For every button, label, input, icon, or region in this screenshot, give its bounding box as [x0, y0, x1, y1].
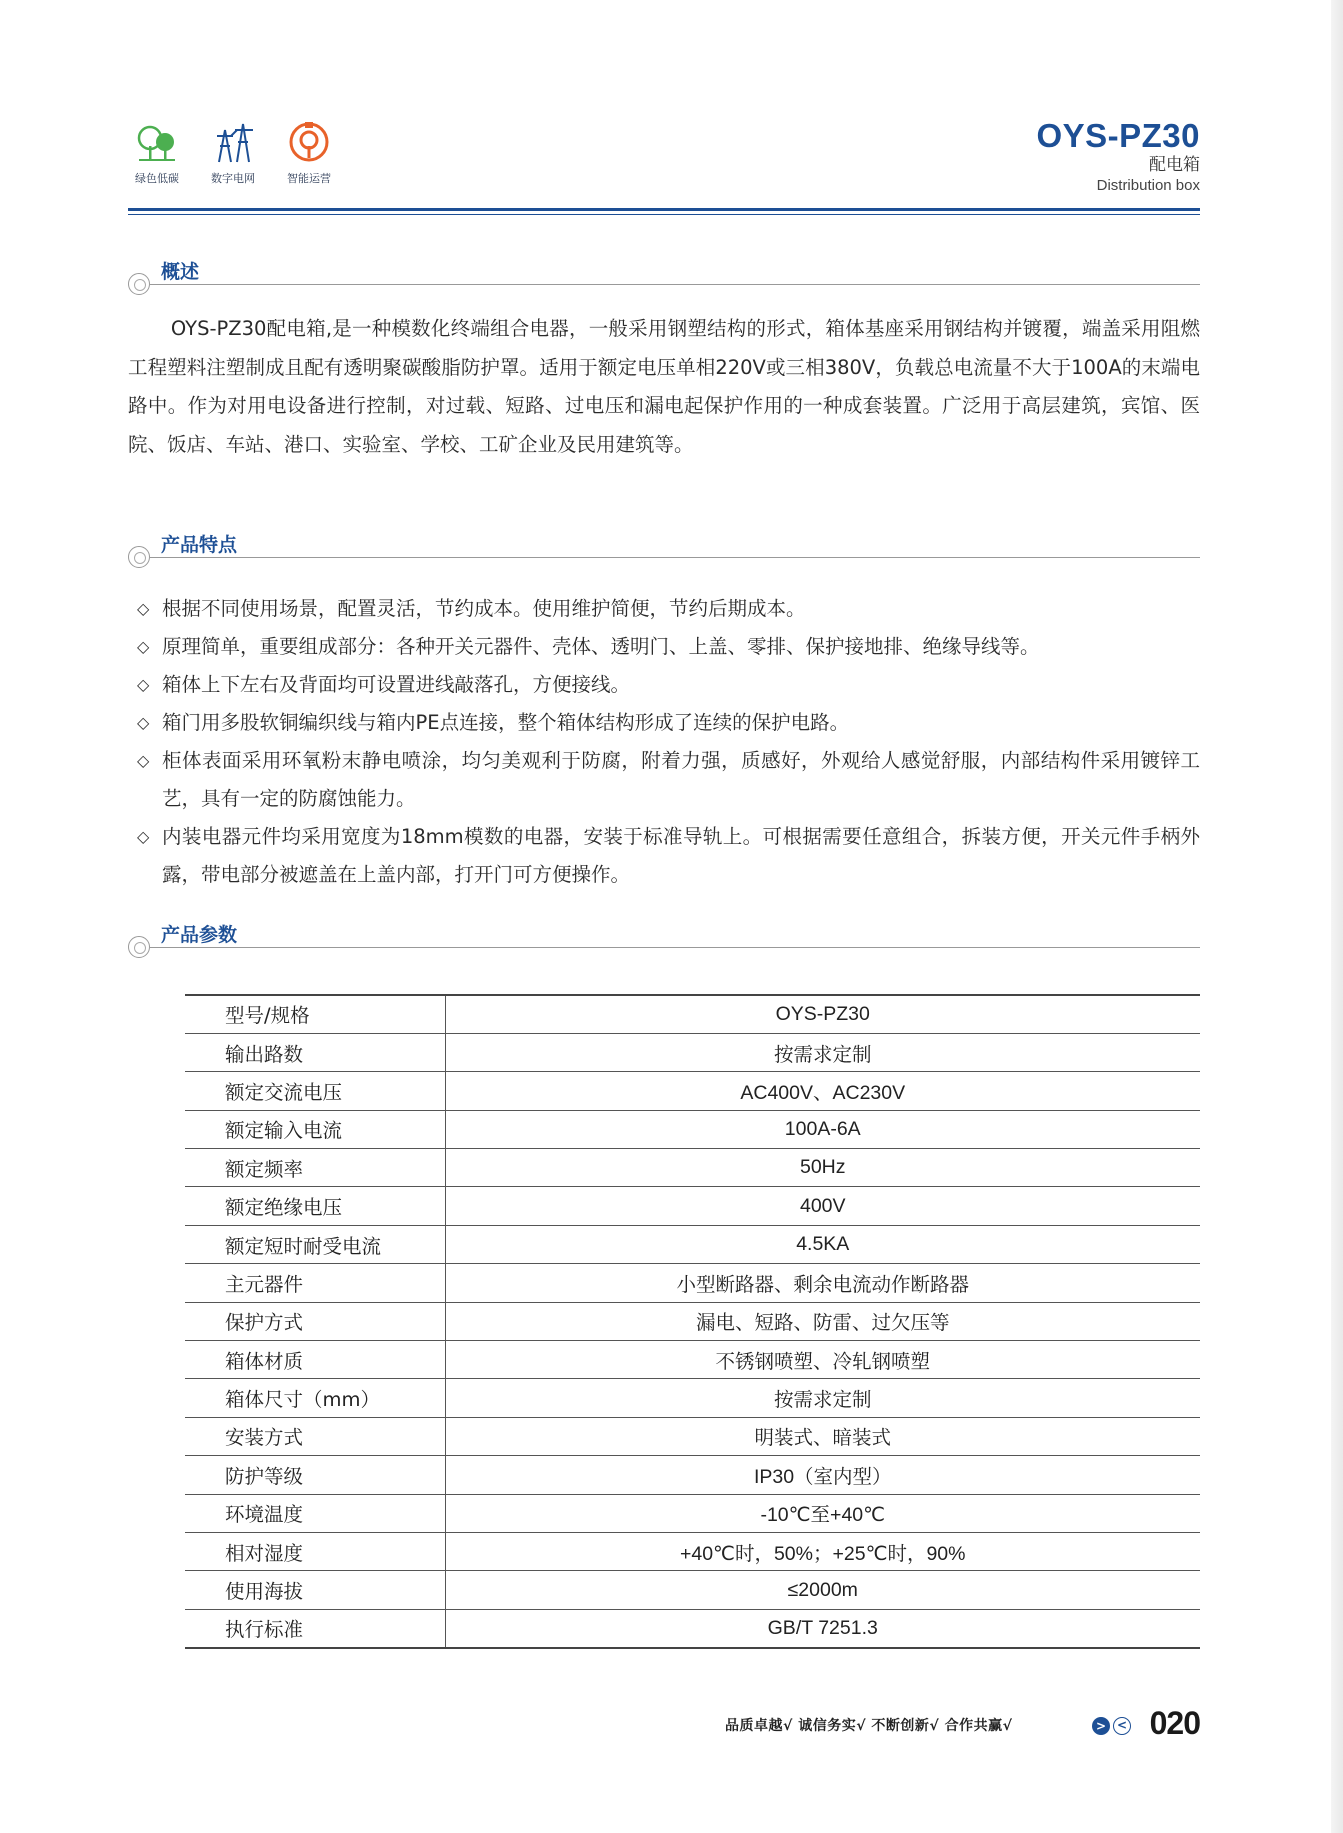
- table-row: [185, 1187, 1200, 1225]
- feature-item: [137, 818, 1200, 894]
- header-divider-thin: [128, 214, 1200, 215]
- param-value: 4.5KA: [445, 1225, 1200, 1263]
- param-label: 额定频率: [185, 1149, 445, 1187]
- table-row: [185, 1110, 1200, 1148]
- logo-green-carbon: [128, 118, 186, 186]
- param-value: ≤2000m: [445, 1571, 1200, 1609]
- table-row: [185, 995, 1200, 1033]
- param-label: 防护等级: [185, 1456, 445, 1494]
- table-row: [185, 1571, 1200, 1609]
- product-model: OYS-PZ30: [1036, 117, 1200, 154]
- table-row: [185, 1379, 1200, 1417]
- product-title-block: [1036, 118, 1200, 196]
- table-row: [185, 1532, 1200, 1570]
- product-name-en: Distribution box: [1096, 177, 1200, 194]
- param-label: 保护方式: [185, 1302, 445, 1340]
- logo-digital-grid: [204, 118, 262, 186]
- green-tree-icon: [133, 118, 181, 166]
- param-label: 箱体材质: [185, 1341, 445, 1379]
- logo-label: 绿色低碳: [135, 172, 179, 185]
- diamond-bullet-icon: ◇: [137, 637, 150, 656]
- param-value: +40℃时，50%；+25℃时，90%: [445, 1532, 1200, 1570]
- table-row: [185, 1072, 1200, 1110]
- header-divider: [128, 208, 1200, 211]
- param-label: 主元器件: [185, 1264, 445, 1302]
- table-row: [185, 1341, 1200, 1379]
- param-label: 执行标准: [185, 1609, 445, 1647]
- feature-text: 箱门用多股软铜编织线与箱内PE点连接，整个箱体结构形成了连续的保护电路。: [162, 711, 850, 734]
- table-row: [185, 1225, 1200, 1263]
- param-value: 不锈钢喷塑、冷轧钢喷塑: [445, 1341, 1200, 1379]
- feature-text: 内装电器元件均采用宽度为18mm模数的电器，安装于标准导轨上。可根据需要任意组合，拆装方便，开关元件手柄外露，带电部分被遮盖在上盖内部，打开门可方便操作。: [162, 825, 1200, 886]
- param-value: GB/T 7251.3: [445, 1609, 1200, 1647]
- param-value: 100A-6A: [445, 1110, 1200, 1148]
- feature-text: 原理简单，重要组成部分：各种开关元器件、壳体、透明门、上盖、零排、保护接地排、绝缘导线等。: [162, 635, 1040, 658]
- table-row: [185, 1417, 1200, 1455]
- param-label: 额定短时耐受电流: [185, 1225, 445, 1263]
- section-rule: [150, 947, 1200, 948]
- param-value: 按需求定制: [445, 1033, 1200, 1071]
- overview-paragraph: OYS-PZ30配电箱,是一种模数化终端组合电器，一般采用钢塑结构的形式，箱体基座采用钢结构并镀覆，端盖采用阻燃工程塑料注塑制成且配有透明聚碳酸脂防护罩。适用于额定电压单相220V或三相380V，负载总电流量不大于100A的末端电路中。作为对用电设备进行控制，对过载、短路、过电压和漏电起保护作用的一种成套装置。广泛用于高层建筑，宾馆、医院、饭店、车站、港口、实验室、学校、工矿企业及民用建筑等。: [128, 317, 1200, 456]
- footer-slogan: 品质卓越√ 诚信务实√ 不断创新√ 合作共赢√: [725, 1718, 1013, 1734]
- feature-text: 柜体表面采用环氧粉末静电喷涂，均匀美观利于防腐，附着力强，质感好，外观给人感觉舒服，内部结构件采用镀锌工艺，具有一定的防腐蚀能力。: [162, 749, 1200, 810]
- feature-text: 根据不同使用场景，配置灵活，节约成本。使用维护简便，节约后期成本。: [162, 597, 806, 620]
- param-label: 使用海拔: [185, 1571, 445, 1609]
- param-value: AC400V、AC230V: [445, 1072, 1200, 1110]
- diamond-bullet-icon: ◇: [137, 827, 150, 846]
- feature-item: [137, 628, 1200, 666]
- page-edge-shadow: [1331, 0, 1343, 1833]
- section-heading-features: [128, 530, 1200, 570]
- param-value: 400V: [445, 1187, 1200, 1225]
- section-rule: [150, 284, 1200, 285]
- section-rule: [150, 557, 1200, 558]
- param-value: 小型断路器、剩余电流动作断路器: [445, 1264, 1200, 1302]
- param-value: OYS-PZ30: [445, 995, 1200, 1033]
- table-row: [185, 1302, 1200, 1340]
- param-label: 输出路数: [185, 1033, 445, 1071]
- param-label: 型号/规格: [185, 995, 445, 1033]
- overview-body: [128, 310, 1200, 464]
- params-table: [185, 994, 1200, 1649]
- param-label: 额定输入电流: [185, 1110, 445, 1148]
- param-label: 相对湿度: [185, 1532, 445, 1570]
- section-title: 概述: [161, 261, 200, 283]
- section-title: 产品参数: [161, 924, 238, 946]
- section-bullet-icon: [128, 546, 150, 568]
- feature-item: [137, 666, 1200, 704]
- prev-page-icon[interactable]: <: [1113, 1717, 1131, 1735]
- section-heading-params: [128, 920, 1200, 960]
- feature-list: [137, 590, 1200, 894]
- table-row: [185, 1033, 1200, 1071]
- table-row: [185, 1456, 1200, 1494]
- param-label: 额定绝缘电压: [185, 1187, 445, 1225]
- brand-logos: [128, 118, 338, 186]
- section-bullet-icon: [128, 936, 150, 958]
- diamond-bullet-icon: ◇: [137, 713, 150, 732]
- param-value: -10℃至+40℃: [445, 1494, 1200, 1532]
- next-page-icon[interactable]: >: [1092, 1717, 1110, 1735]
- feature-item: [137, 742, 1200, 818]
- logo-smart-ops: [280, 118, 338, 186]
- table-row: [185, 1264, 1200, 1302]
- section-bullet-icon: [128, 273, 150, 295]
- param-label: 环境温度: [185, 1494, 445, 1532]
- param-label: 安装方式: [185, 1417, 445, 1455]
- diamond-bullet-icon: ◇: [137, 751, 150, 770]
- logo-label: 智能运营: [287, 172, 331, 185]
- param-label: 箱体尺寸（mm）: [185, 1379, 445, 1417]
- param-value: 按需求定制: [445, 1379, 1200, 1417]
- section-title: 产品特点: [161, 534, 238, 556]
- param-label: 额定交流电压: [185, 1072, 445, 1110]
- power-tower-icon: [209, 118, 257, 166]
- param-value: IP30（室内型）: [445, 1456, 1200, 1494]
- table-row: [185, 1494, 1200, 1532]
- diamond-bullet-icon: ◇: [137, 599, 150, 618]
- logo-label: 数字电网: [211, 172, 255, 185]
- feature-text: 箱体上下左右及背面均可设置进线敲落孔，方便接线。: [162, 673, 631, 696]
- feature-item: [137, 590, 1200, 628]
- diamond-bullet-icon: ◇: [137, 675, 150, 694]
- table-row: [185, 1149, 1200, 1187]
- table-row: [185, 1609, 1200, 1647]
- feature-item: [137, 704, 1200, 742]
- smart-ops-icon: [285, 118, 333, 166]
- param-value: 明装式、暗装式: [445, 1417, 1200, 1455]
- product-name-cn: 配电箱: [1149, 155, 1200, 175]
- page-number: 020: [1149, 1705, 1200, 1741]
- page-header: [128, 118, 1200, 218]
- page-footer: [720, 1705, 1200, 1747]
- param-value: 50Hz: [445, 1149, 1200, 1187]
- param-value: 漏电、短路、防雷、过欠压等: [445, 1302, 1200, 1340]
- section-heading-overview: [128, 257, 1200, 297]
